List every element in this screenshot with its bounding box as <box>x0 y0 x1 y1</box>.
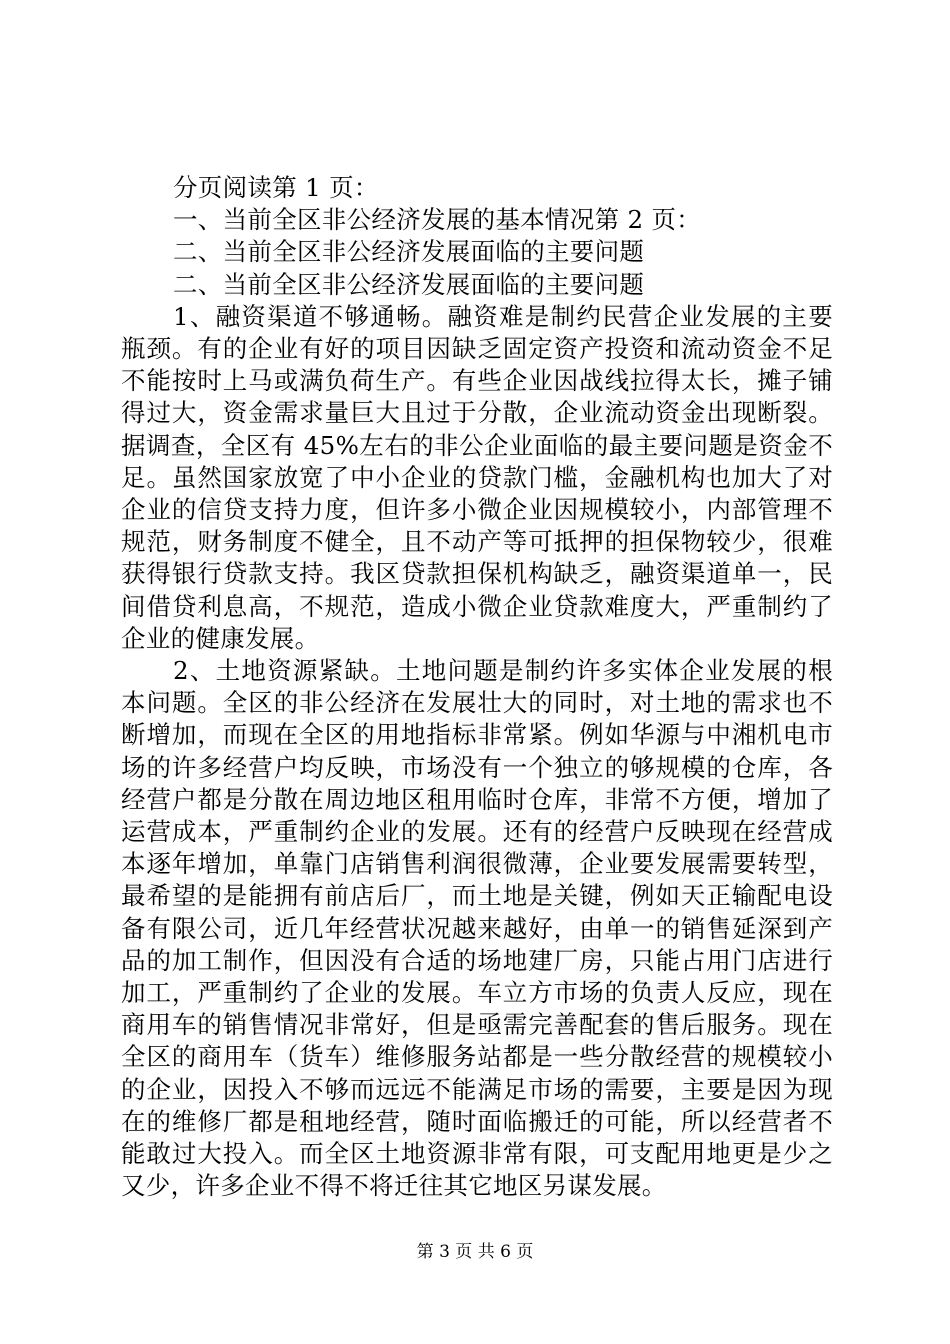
page-nav-line-2: 一、当前全区非公经济发展的基本情况第 2 页： <box>173 205 702 235</box>
page-nav-line-1: 分页阅读第 1 页： <box>173 173 379 202</box>
document-body <box>121 172 833 1202</box>
paragraph-land: 2、土地资源紧缺。土地问题是制约许多实体企业发展的根本问题。全区的非公经济在发展壮大的同时，对土地的需求也不断增加，而现在全区的用地指标非常紧。例如华源与中湘机电市场的许多经营户均反映，市场没有一个独立的够规模的仓库，各经营户都是分散在周边地区租用临时仓库，非常不方便，增加了运营成本，严重制约企业的发展。还有的经营户反映现在经营成本逐年增加，单靠门店销售利润很微薄，企业要发展需要转型，最希望的是能拥有前店后厂，而土地是关键，例如天正输配电设备有限公司，近几年经营状况越来越好，由单一的销售延深到产品的加工制作，但因没有合适的场地建厂房，只能占用门店进行加工，严重制约了企业的发展。车立方市场的负责人反应，现在商用车的销售情况非常好，但是亟需完善配套的售后服务。现在全区的商用车（货车）维修服务站都是一些分散经营的规模较小的企业，因投入不够而远远不能满足市场的需要，主要是因为现在的维修厂都是租地经营，随时面临搬迁的可能，所以经营者不能敢过大投入。而全区土地资源非常有限，可支配用地更是少之又少，许多企业不得不将迁往其它地区另谋发展。 <box>121 655 833 1201</box>
section-heading: 二、当前全区非公经济发展面临的主要问题 <box>173 237 645 267</box>
paragraph-financing: 1、融资渠道不够通畅。融资难是制约民营企业发展的主要瓶颈。有的企业有好的项目因缺乏固定资产投资和流动资金不足不能按时上马或满负荷生产。有些企业因战线拉得太长，摊子铺得过大，资金需求量巨大且过于分散，企业流动资金出现断裂。据调查，全区有 45%左右的非公企业面临的最主要问题是资金不足。虽然国家放宽了中小企业的贷款门槛，金融机构也加大了对企业的信贷支持力度，但许多小微企业因规模较小，内部管理不规范，财务制度不健全，且不动产等可抵押的担保物较少，很难获得银行贷款支持。我区贷款担保机构缺乏，融资渠道单一，民间借贷利息高，不规范，造成小微企业贷款难度大，严重制约了企业的健康发展。 <box>121 301 833 653</box>
page-footer: 第 3 页 共 6 页 <box>416 1242 534 1262</box>
section-heading-repeat: 二、当前全区非公经济发展面临的主要问题 <box>173 269 645 299</box>
